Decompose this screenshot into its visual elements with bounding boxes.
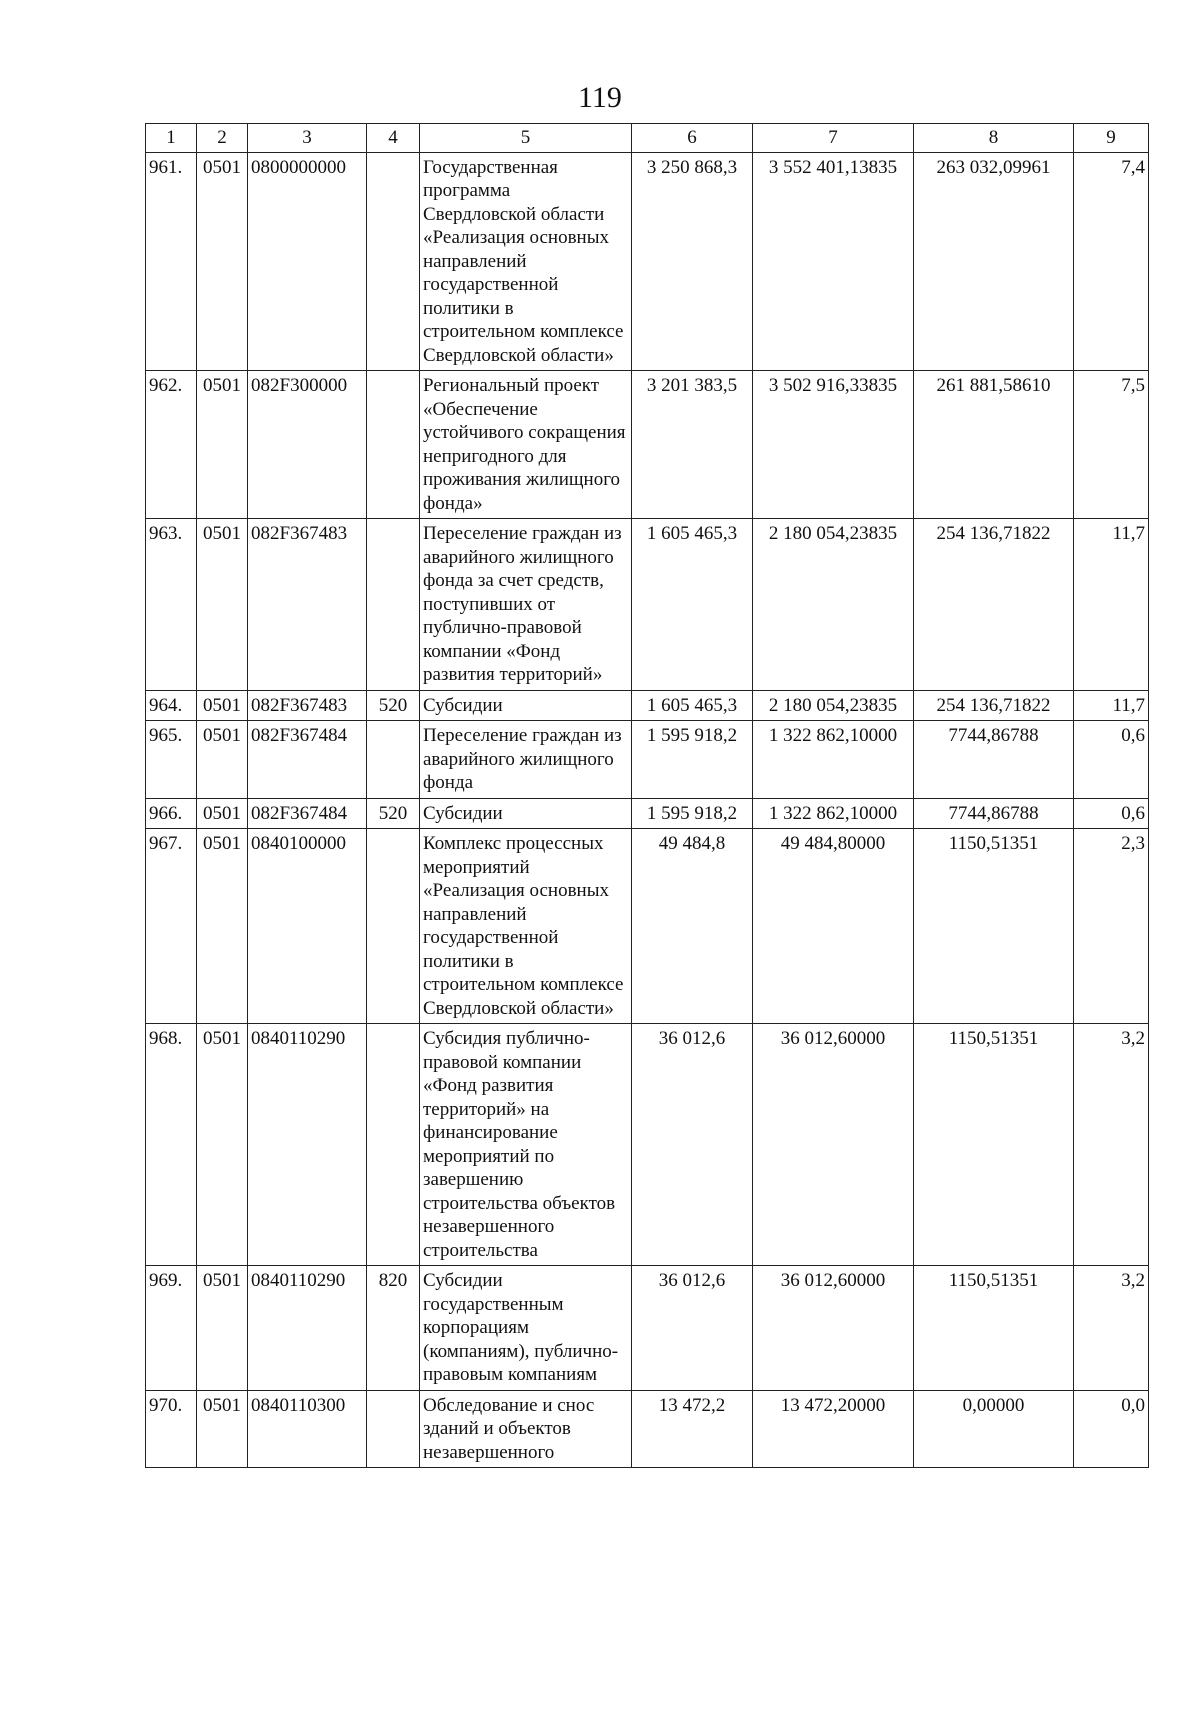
table-body — [146, 152, 1149, 1468]
value-col9: 3,2 — [1074, 1266, 1149, 1391]
value-col9: 0,6 — [1074, 798, 1149, 829]
column-header-4: 4 — [367, 124, 420, 153]
value-col8: 7744,86788 — [914, 721, 1074, 799]
value-col8: 261 881,58610 — [914, 371, 1074, 519]
item-name: Субсидии — [420, 798, 632, 829]
table-row — [146, 152, 1149, 371]
column-header-6: 6 — [632, 124, 753, 153]
column-header-8: 8 — [914, 124, 1074, 153]
row-number: 965. — [146, 721, 197, 799]
value-col9: 11,7 — [1074, 690, 1149, 721]
expense-type-code: 520 — [367, 690, 420, 721]
target-article-code: 0840110290 — [248, 1024, 367, 1266]
column-header-9: 9 — [1074, 124, 1149, 153]
value-col8: 1150,51351 — [914, 829, 1074, 1024]
header-row — [146, 124, 1149, 153]
target-article-code: 082F367483 — [248, 519, 367, 691]
row-number: 966. — [146, 798, 197, 829]
section-code: 0501 — [197, 690, 248, 721]
expense-type-code — [367, 371, 420, 519]
expense-type-code — [367, 829, 420, 1024]
row-number: 967. — [146, 829, 197, 1024]
value-col7: 1 322 862,10000 — [753, 721, 914, 799]
item-name: Региональный проект «Обеспечение устойчивого сокращения непригодного для проживания жилищного фонда» — [420, 371, 632, 519]
row-number: 961. — [146, 152, 197, 371]
target-article-code: 082F300000 — [248, 371, 367, 519]
value-col6: 1 595 918,2 — [632, 721, 753, 799]
expense-type-code — [367, 1024, 420, 1266]
table-row — [146, 1390, 1149, 1468]
item-name: Субсидия публично-правовой компании «Фонд развития территорий» на финансирование мероприятий по завершению строительства объектов незавершенного строительства — [420, 1024, 632, 1266]
value-col9: 0,0 — [1074, 1390, 1149, 1468]
item-name: Субсидии — [420, 690, 632, 721]
value-col6: 49 484,8 — [632, 829, 753, 1024]
table-row — [146, 1024, 1149, 1266]
value-col9: 7,5 — [1074, 371, 1149, 519]
target-article-code: 0800000000 — [248, 152, 367, 371]
row-number: 969. — [146, 1266, 197, 1391]
row-number: 962. — [146, 371, 197, 519]
item-name: Переселение граждан из аварийного жилищного фонда — [420, 721, 632, 799]
value-col9: 3,2 — [1074, 1024, 1149, 1266]
row-number: 963. — [146, 519, 197, 691]
expense-type-code — [367, 519, 420, 691]
value-col8: 263 032,09961 — [914, 152, 1074, 371]
target-article-code: 0840110300 — [248, 1390, 367, 1468]
value-col6: 3 201 383,5 — [632, 371, 753, 519]
row-number: 970. — [146, 1390, 197, 1468]
table-row — [146, 519, 1149, 691]
value-col9: 11,7 — [1074, 519, 1149, 691]
section-code: 0501 — [197, 1266, 248, 1391]
section-code: 0501 — [197, 371, 248, 519]
column-header-3: 3 — [248, 124, 367, 153]
value-col7: 3 502 916,33835 — [753, 371, 914, 519]
value-col7: 2 180 054,23835 — [753, 519, 914, 691]
value-col7: 36 012,60000 — [753, 1266, 914, 1391]
value-col7: 1 322 862,10000 — [753, 798, 914, 829]
expense-type-code — [367, 721, 420, 799]
value-col7: 3 552 401,13835 — [753, 152, 914, 371]
value-col6: 1 605 465,3 — [632, 519, 753, 691]
section-code: 0501 — [197, 1390, 248, 1468]
row-number: 964. — [146, 690, 197, 721]
value-col9: 0,6 — [1074, 721, 1149, 799]
section-code: 0501 — [197, 1024, 248, 1266]
value-col6: 1 595 918,2 — [632, 798, 753, 829]
item-name: Субсидии государственным корпорациям (компаниям), публично-правовым компаниям — [420, 1266, 632, 1391]
value-col6: 13 472,2 — [632, 1390, 753, 1468]
expense-type-code: 820 — [367, 1266, 420, 1391]
target-article-code: 0840110290 — [248, 1266, 367, 1391]
section-code: 0501 — [197, 519, 248, 691]
column-header-1: 1 — [146, 124, 197, 153]
expense-type-code: 520 — [367, 798, 420, 829]
value-col7: 36 012,60000 — [753, 1024, 914, 1266]
table-row — [146, 829, 1149, 1024]
table-row — [146, 690, 1149, 721]
row-number: 968. — [146, 1024, 197, 1266]
item-name: Государственная программа Свердловской области «Реализация основных направлений государственной политики в строительном комплексе Свердловской области» — [420, 152, 632, 371]
value-col6: 3 250 868,3 — [632, 152, 753, 371]
value-col7: 2 180 054,23835 — [753, 690, 914, 721]
column-header-7: 7 — [753, 124, 914, 153]
table-row — [146, 798, 1149, 829]
value-col8: 7744,86788 — [914, 798, 1074, 829]
item-name: Переселение граждан из аварийного жилищного фонда за счет средств, поступивших от публично-правовой компании «Фонд развития территорий» — [420, 519, 632, 691]
value-col6: 36 012,6 — [632, 1266, 753, 1391]
expense-type-code — [367, 152, 420, 371]
item-name: Комплекс процессных мероприятий «Реализация основных направлений государственной политики в строительном комплексе Свердловской области» — [420, 829, 632, 1024]
target-article-code: 082F367484 — [248, 721, 367, 799]
section-code: 0501 — [197, 798, 248, 829]
item-name: Обследование и снос зданий и объектов незавершенного — [420, 1390, 632, 1468]
section-code: 0501 — [197, 829, 248, 1024]
section-code: 0501 — [197, 152, 248, 371]
budget-table — [145, 123, 1149, 1468]
column-header-5: 5 — [420, 124, 632, 153]
value-col9: 2,3 — [1074, 829, 1149, 1024]
value-col6: 1 605 465,3 — [632, 690, 753, 721]
page-number: 119 — [578, 81, 622, 114]
value-col8: 1150,51351 — [914, 1266, 1074, 1391]
value-col6: 36 012,6 — [632, 1024, 753, 1266]
value-col8: 1150,51351 — [914, 1024, 1074, 1266]
value-col9: 7,4 — [1074, 152, 1149, 371]
table-row — [146, 371, 1149, 519]
target-article-code: 082F367483 — [248, 690, 367, 721]
target-article-code: 082F367484 — [248, 798, 367, 829]
column-header-2: 2 — [197, 124, 248, 153]
value-col8: 254 136,71822 — [914, 690, 1074, 721]
table-row — [146, 721, 1149, 799]
value-col7: 49 484,80000 — [753, 829, 914, 1024]
value-col8: 254 136,71822 — [914, 519, 1074, 691]
value-col7: 13 472,20000 — [753, 1390, 914, 1468]
target-article-code: 0840100000 — [248, 829, 367, 1024]
value-col8: 0,00000 — [914, 1390, 1074, 1468]
table-row — [146, 1266, 1149, 1391]
expense-type-code — [367, 1390, 420, 1468]
section-code: 0501 — [197, 721, 248, 799]
